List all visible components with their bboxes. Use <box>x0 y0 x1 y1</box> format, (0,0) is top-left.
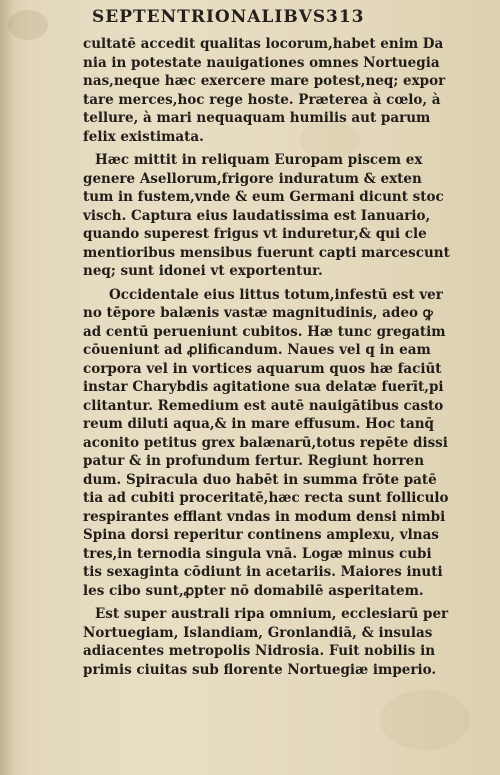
text-line: cultatē accedit qualitas locorum,habet enim Da <box>83 36 444 52</box>
text-line: instar Charybdis agitatione sua delatæ fuerīt,pi <box>83 379 444 395</box>
text-line: respirantes efflant vndas in modum densi nimbi <box>83 508 446 525</box>
text-block <box>83 35 450 679</box>
text-line: tellure, à mari nequaquam humilis aut parum <box>83 110 431 126</box>
text-line: nas,neque hæc exercere mare potest,neq; expor <box>83 73 446 89</box>
text-line: tis sexaginta cōdiunt in acetariis. Maiores inuti <box>83 564 443 580</box>
text-line: ad centū perueniunt cubitos. Hæ tunc gregatim <box>83 323 446 340</box>
text-line: no tēpore balænis vastæ magnitudinis, adeo ꝙ <box>83 305 433 321</box>
text-line: tare merces,hoc rege hoste. Præterea à cœlo, à <box>83 91 441 108</box>
running-header <box>92 7 392 31</box>
page-gutter-shadow <box>0 0 14 775</box>
text-line: nia in potestate nauigationes omnes Nortuegia <box>83 54 440 71</box>
text-line: genere Asellorum,frigore induratum & exten <box>83 170 422 187</box>
paragraph <box>83 286 449 601</box>
text-line: primis ciuitas sub florente Nortuegiæ imperio. <box>83 661 437 678</box>
text-line: cōueniunt ad ꝓlificandum. Naues vel q in eam <box>83 342 431 358</box>
text-line: Spina dorsi reperitur continens amplexu, vlnas <box>83 527 439 543</box>
running-title: SEPTENTRIONALIBVS <box>92 7 327 27</box>
text-line: aconito petitus grex balænarū,totus repēte dissi <box>83 434 448 451</box>
text-line: tres,in ternodia singula vnā. Logæ minus cubi <box>83 545 432 562</box>
text-line: Occidentale eius littus totum,infestū est ver <box>109 286 443 303</box>
text-line: quando superest frigus vt induretur,& qui cle <box>83 226 427 242</box>
paragraph <box>83 605 449 679</box>
text-line: les cibo sunt,ꝓpter nō domabilē asperitatem. <box>83 582 424 599</box>
paper-stain <box>380 690 470 750</box>
text-line: felix existimata. <box>83 128 204 145</box>
text-line: reum diluti aqua,& in mare effusum. Hoc tanq̄ <box>83 416 434 432</box>
text-line: adiacentes metropolis Nidrosia. Fuit nobilis in <box>83 643 436 659</box>
paper-stain <box>8 10 48 40</box>
text-line: tum in fustem,vnde & eum Germani dicunt stoc <box>83 189 444 205</box>
text-line: tia ad cubiti proceritatē,hæc recta sunt folliculo <box>83 490 449 506</box>
paragraph <box>83 151 450 281</box>
text-line: Nortuegiam, Islandiam, Gronlandiā, & insulas <box>83 624 433 641</box>
text-line: patur & in profundum fertur. Regiunt horren <box>83 453 425 469</box>
text-line: corpora vel in vortices aquarum quos hæ faciūt <box>83 360 442 377</box>
text-line: Est super australi ripa omnium, ecclesiarū per <box>95 606 449 622</box>
text-line: neq; sunt idonei vt exportentur. <box>83 263 323 279</box>
text-line: mentioribus mensibus fuerunt capti marcescunt <box>83 244 450 261</box>
text-line: visch. Captura eius laudatissima est Ianuario, <box>83 207 431 224</box>
page-number: 313 <box>326 7 365 27</box>
text-line: Hæc mittit in reliquam Europam piscem ex <box>95 152 423 168</box>
text-line: dum. Spiracula duo habēt in summa frōte patē <box>83 471 437 488</box>
paragraph <box>83 35 446 146</box>
text-line: clitantur. Remedium est autē nauigātibus casto <box>83 397 444 414</box>
